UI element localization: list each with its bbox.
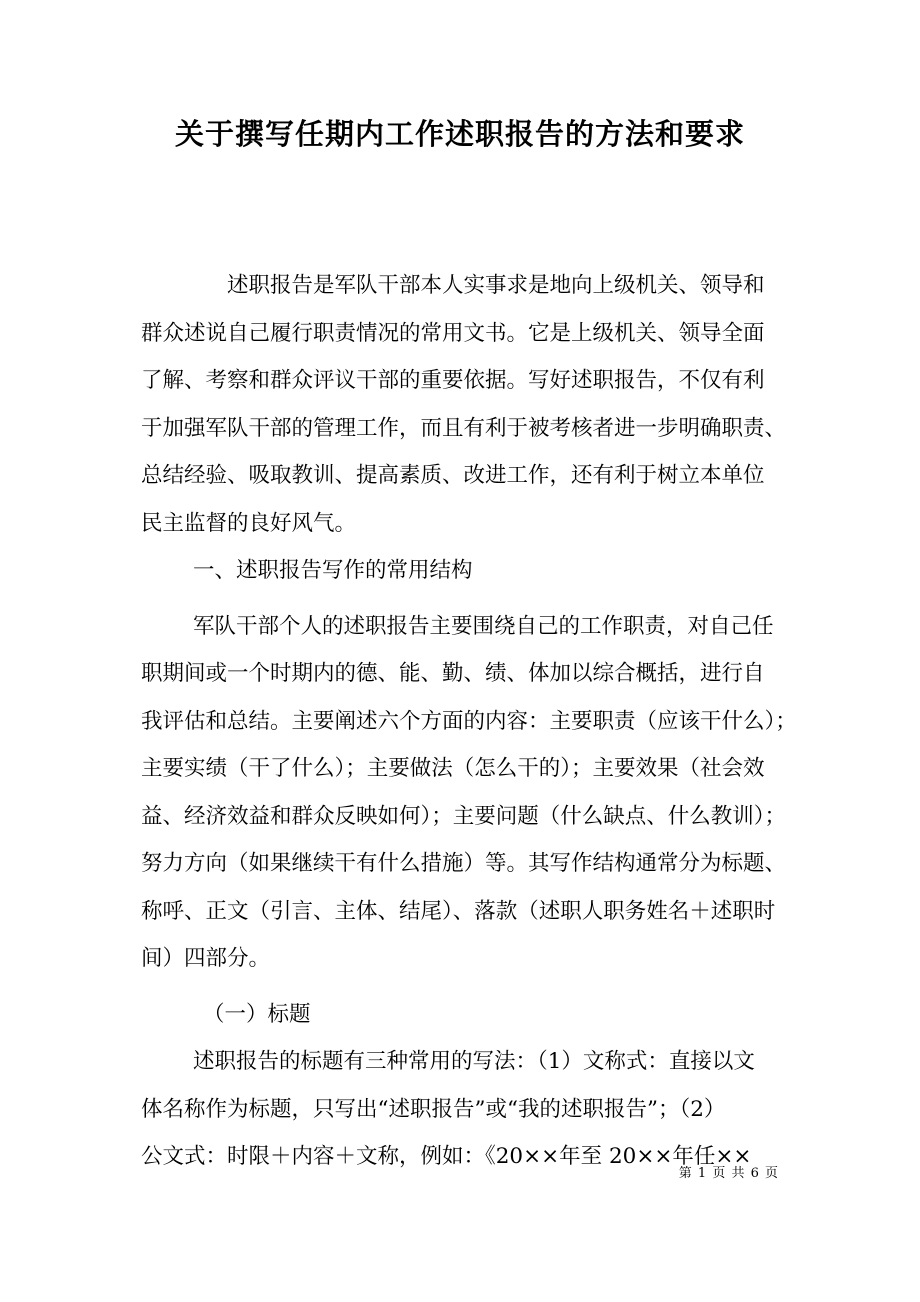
document-title: 关于撰写任期内工作述职报告的方法和要求 bbox=[174, 117, 745, 151]
paragraph-line: 间）四部分。 bbox=[141, 946, 271, 971]
section-heading: 一、述职报告写作的常用结构 bbox=[193, 558, 473, 583]
paragraph-line: 益、经济效益和群众反映如何）；主要问题（什么缺点、什么教训）； bbox=[141, 803, 787, 829]
paragraph-line: 总结经验、吸取教训、提高素质、改进工作，还有利于树立本单位 bbox=[141, 463, 765, 488]
paragraph-line: 民主监督的良好风气。 bbox=[141, 510, 357, 536]
subsection-heading: （一）标题 bbox=[203, 1001, 311, 1027]
paragraph-line: 述职报告的标题有三种常用的写法：（1）文称式：直接以文 bbox=[193, 1049, 755, 1074]
document-body bbox=[141, 262, 797, 1181]
page-footer: 第 1 页 共 6 页 bbox=[678, 1166, 779, 1181]
paragraph-line: 述职报告是军队干部本人实事求是地向上级机关、领导和 bbox=[227, 273, 765, 298]
paragraph-line: 职期间或一个时期内的德、能、勤、绩、体加以综合概括，进行自 bbox=[141, 661, 765, 686]
paragraph-line: 我评估和总结。主要阐述六个方面的内容：主要职责（应该干什么）； bbox=[141, 708, 797, 734]
paragraph-line: 体名称作为标题，只写出“述职报告”或“我的述职报告”；（2） bbox=[141, 1096, 726, 1122]
paragraph-line: 于加强军队干部的管理工作，而且有利于被考核者进一步明确职责、 bbox=[141, 415, 787, 441]
paragraph-line: 群众述说自己履行职责情况的常用文书。它是上级机关、领导全面 bbox=[141, 320, 765, 346]
paragraph-line: 军队干部个人的述职报告主要围绕自己的工作职责，对自己任 bbox=[193, 613, 774, 639]
paragraph-line: 称呼、正文（引言、主体、结尾）、落款（述职人职务姓名＋述职时 bbox=[141, 898, 776, 924]
paragraph-line: 了解、考察和群众评议干部的重要依据。写好述职报告，不仅有利 bbox=[141, 368, 765, 393]
paragraph-line: 努力方向（如果继续干有什么措施）等。其写作结构通常分为标题、 bbox=[141, 851, 787, 876]
paragraph-line: 公文式：时限＋内容＋文称，例如：《20××年至 20××年任×× bbox=[141, 1144, 752, 1169]
paragraph-line: 主要实绩（干了什么）；主要做法（怎么干的）；主要效果（社会效 bbox=[141, 756, 765, 781]
